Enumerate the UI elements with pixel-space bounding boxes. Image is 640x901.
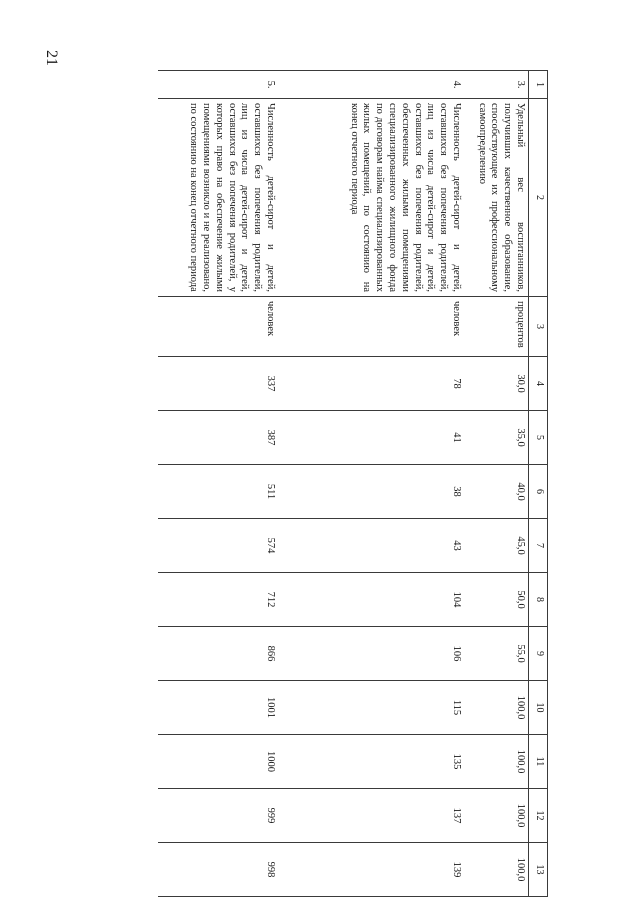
value-cell: 387 [158,411,278,465]
row-number: 5. [158,71,278,99]
value-cell: 55,0 [464,627,529,681]
value-cell: 1001 [158,681,278,735]
header-cell: 5 [529,411,548,465]
value-cell: 139 [278,843,464,897]
value-cell: 41 [278,411,464,465]
header-cell: 8 [529,573,548,627]
value-cell: 866 [158,627,278,681]
row-description: Численность детей-сирот и детей, оставшихся без попечения родителей, лиц из числа детей-сирот и детей, оставшихся без попечения родителей, обеспеченных жилыми помещениями специализированного жилищного фонда по договорам найма специализированных жилых помещений, по состоянию на конец отчетного периода [278,99,464,297]
header-cell: 13 [529,843,548,897]
header-cell: 1 [529,71,548,99]
value-cell: 1000 [158,735,278,789]
table-row [278,71,464,897]
row-unit: человек [278,297,464,357]
header-cell: 11 [529,735,548,789]
value-cell: 78 [278,357,464,411]
value-cell: 999 [158,789,278,843]
row-unit: человек [158,297,278,357]
value-cell: 100,0 [464,789,529,843]
value-cell: 40,0 [464,465,529,519]
header-cell: 2 [529,99,548,297]
header-cell: 12 [529,789,548,843]
value-cell: 998 [158,843,278,897]
header-cell: 7 [529,519,548,573]
header-cell: 4 [529,357,548,411]
header-cell: 3 [529,297,548,357]
row-description: Численность детей-сирот и детей, оставшихся без попечения родителей, лиц из числа детей-сирот и детей, оставшихся без попечения родителей, у которых право на обеспечение жилыми помещениями возникло и не реализовано, по состоянию на конец отчетного периода [158,99,278,297]
page-number: 21 [43,50,60,66]
table-row [464,71,529,897]
row-description: Удельный вес воспитанников, получивших качественное образование, способствующее их профессиональному самоопределению [464,99,529,297]
value-cell: 115 [278,681,464,735]
table-header-row [529,71,548,897]
value-cell: 38 [278,465,464,519]
value-cell: 43 [278,519,464,573]
rotated-table-container [110,70,548,882]
row-unit: процентов [464,297,529,357]
value-cell: 511 [158,465,278,519]
value-cell: 104 [278,573,464,627]
value-cell: 100,0 [464,843,529,897]
value-cell: 106 [278,627,464,681]
value-cell: 137 [278,789,464,843]
value-cell: 50,0 [464,573,529,627]
value-cell: 100,0 [464,681,529,735]
row-number: 4. [278,71,464,99]
value-cell: 45,0 [464,519,529,573]
table-row [158,71,278,897]
header-cell: 10 [529,681,548,735]
value-cell: 574 [158,519,278,573]
indicators-table [158,70,548,897]
value-cell: 35,0 [464,411,529,465]
value-cell: 135 [278,735,464,789]
value-cell: 100,0 [464,735,529,789]
header-cell: 9 [529,627,548,681]
value-cell: 712 [158,573,278,627]
value-cell: 30,0 [464,357,529,411]
row-number: 3. [464,71,529,99]
header-cell: 6 [529,465,548,519]
value-cell: 337 [158,357,278,411]
